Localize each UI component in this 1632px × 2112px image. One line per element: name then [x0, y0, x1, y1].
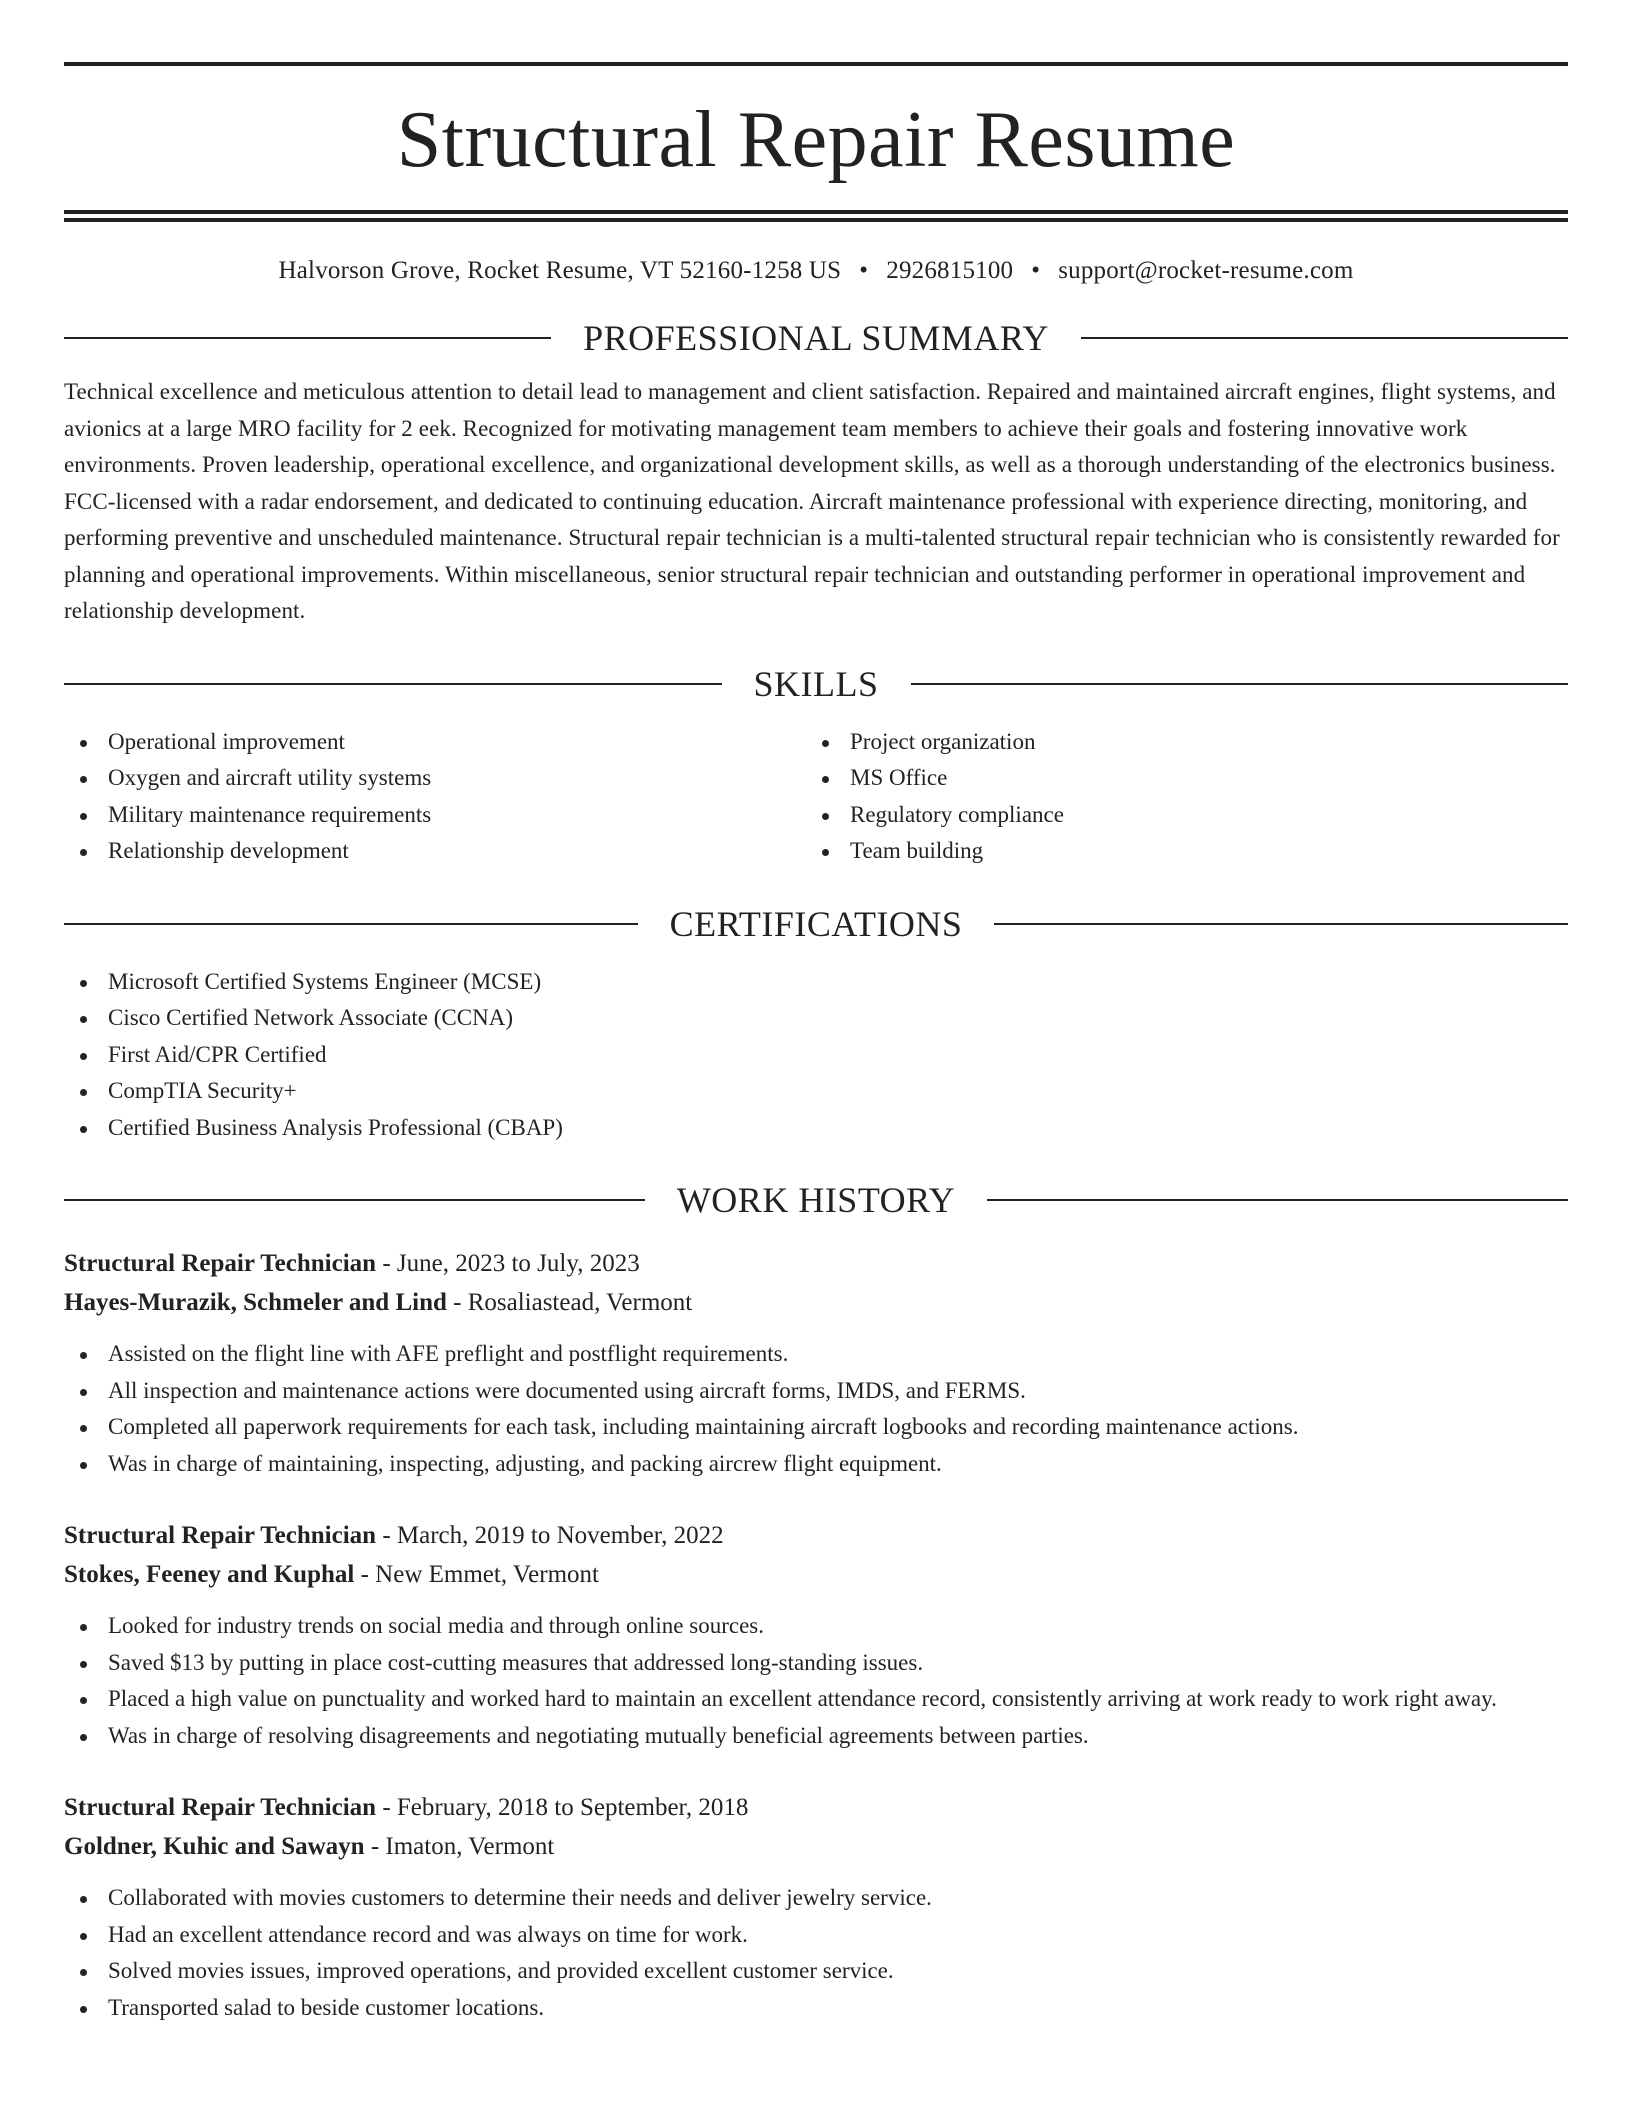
- job-company: Hayes-Murazik, Schmeler and Lind: [64, 1289, 447, 1316]
- job-bullets: [64, 1608, 1568, 1754]
- job-bullet: All inspection and maintenance actions were documented using aircraft forms, IMDS, and FERMS.: [64, 1373, 1568, 1410]
- heading-rule: [64, 683, 722, 685]
- job-company: Stokes, Feeney and Kuphal: [64, 1561, 355, 1588]
- job-bullet: Was in charge of resolving disagreements and negotiating mutually beneficial agreements between parties.: [64, 1718, 1568, 1755]
- certification-item: CompTIA Security+: [64, 1073, 1568, 1110]
- section-title: WORK HISTORY: [676, 1180, 956, 1220]
- certification-item: Certified Business Analysis Professional (CBAP): [64, 1110, 1568, 1147]
- job-bullet: Was in charge of maintaining, inspecting, adjusting, and packing aircrew flight equipment.: [64, 1446, 1568, 1483]
- skills-list: [64, 724, 1568, 870]
- job-bullets: [64, 1336, 1568, 1482]
- skill-item: Team building: [806, 833, 1548, 870]
- job-bullets: [64, 1880, 1568, 2026]
- skill-item: Oxygen and aircraft utility systems: [64, 760, 806, 797]
- job-location: - Imaton, Vermont: [370, 1833, 555, 1860]
- section-title: CERTIFICATIONS: [669, 903, 963, 944]
- skill-item: Military maintenance requirements: [64, 797, 806, 834]
- heading-rule: [64, 1199, 645, 1201]
- title-double-rule: [64, 210, 1568, 222]
- skills-column-left: [64, 724, 806, 870]
- resume-title: Structural Repair Resume: [396, 96, 1236, 184]
- heading-rule: [987, 1199, 1568, 1201]
- job-bullet: Saved $13 by putting in place cost-cutting measures that addressed long-standing issues.: [64, 1645, 1568, 1682]
- job-company-line: [64, 1555, 1568, 1594]
- section-heading-summary: [64, 320, 1568, 356]
- skill-item: Operational improvement: [64, 724, 806, 761]
- skill-item: MS Office: [806, 760, 1548, 797]
- job-dates: - February, 2018 to September, 2018: [382, 1794, 749, 1821]
- certifications-list: [64, 964, 1568, 1147]
- job-bullet: Transported salad to beside customer locations.: [64, 1990, 1568, 2027]
- job-dates: - June, 2023 to July, 2023: [382, 1250, 640, 1277]
- heading-rule: [911, 683, 1569, 685]
- job-entry: [64, 1244, 1568, 1482]
- contact-line: [64, 256, 1568, 286]
- job-company-line: [64, 1283, 1568, 1322]
- job-bullet: Placed a high value on punctuality and worked hard to maintain an excellent attendance record, consistently arriving at work ready to work right away.: [64, 1681, 1568, 1718]
- job-bullet: Completed all paperwork requirements for each task, including maintaining aircraft logbooks and recording maintenance actions.: [64, 1409, 1568, 1446]
- job-location: - New Emmet, Vermont: [360, 1561, 599, 1588]
- contact-address: Halvorson Grove, Rocket Resume, VT 52160-1258 US: [278, 257, 842, 284]
- contact-email: support@rocket-resume.com: [1058, 257, 1354, 284]
- top-rule: [64, 62, 1568, 66]
- job-title: Structural Repair Technician: [64, 1250, 377, 1277]
- contact-separator: •: [859, 257, 869, 284]
- job-entry: [64, 1788, 1568, 2026]
- job-entry: [64, 1516, 1568, 1754]
- job-title: Structural Repair Technician: [64, 1522, 377, 1549]
- job-title: Structural Repair Technician: [64, 1794, 377, 1821]
- certification-item: First Aid/CPR Certified: [64, 1037, 1568, 1074]
- heading-rule: [64, 337, 551, 339]
- job-bullet: Assisted on the flight line with AFE preflight and postflight requirements.: [64, 1336, 1568, 1373]
- section-title: PROFESSIONAL SUMMARY: [583, 318, 1049, 358]
- job-bullet: Had an excellent attendance record and was always on time for work.: [64, 1917, 1568, 1954]
- job-title-line: [64, 1788, 1568, 1827]
- job-bullet: Looked for industry trends on social media and through online sources.: [64, 1608, 1568, 1645]
- job-bullet: Collaborated with movies customers to determine their needs and deliver jewelry service.: [64, 1880, 1568, 1917]
- job-title-line: [64, 1516, 1568, 1555]
- skill-item: Project organization: [806, 724, 1548, 761]
- job-bullet: Solved movies issues, improved operations, and provided excellent customer service.: [64, 1953, 1568, 1990]
- certification-item: Cisco Certified Network Associate (CCNA): [64, 1000, 1568, 1037]
- skills-column-right: [806, 724, 1548, 870]
- job-location: - Rosaliastead, Vermont: [453, 1289, 693, 1316]
- job-company: Goldner, Kuhic and Sawayn: [64, 1833, 365, 1860]
- heading-rule: [994, 923, 1568, 925]
- certification-item: Microsoft Certified Systems Engineer (MCSE): [64, 964, 1568, 1001]
- job-company-line: [64, 1827, 1568, 1866]
- summary-text: Technical excellence and meticulous attention to detail lead to management and client satisfaction. Repaired and maintained aircraft engines, flight systems, and avionics at a large MRO facility for 2 eek. Recognized for motivating management team members to achieve their goals and fostering innovative work environments. Proven leadership, operational excellence, and organizational development skills, as well as a thorough understanding of the electronics business. FCC-licensed with a radar endorsement, and dedicated to continuing education. Aircraft maintenance professional with experience directing, monitoring, and performing preventive and unscheduled maintenance. Structural repair technician is a multi-talented structural repair technician who is consistently rewarded for planning and operational improvements. Within miscellaneous, senior structural repair technician and outstanding performer in operational improvement and relationship development.: [64, 379, 1560, 623]
- job-title-line: [64, 1244, 1568, 1283]
- section-heading-skills: [64, 663, 1568, 704]
- section-heading-certifications: [64, 903, 1568, 944]
- heading-rule: [64, 923, 638, 925]
- skill-item: Regulatory compliance: [806, 797, 1548, 834]
- section-title: SKILLS: [753, 663, 879, 704]
- job-dates: - March, 2019 to November, 2022: [382, 1522, 724, 1549]
- section-heading-work-history: [64, 1182, 1568, 1218]
- contact-separator: •: [1031, 257, 1041, 284]
- heading-rule: [1081, 337, 1568, 339]
- skill-item: Relationship development: [64, 833, 806, 870]
- contact-phone: 2926815100: [886, 257, 1014, 284]
